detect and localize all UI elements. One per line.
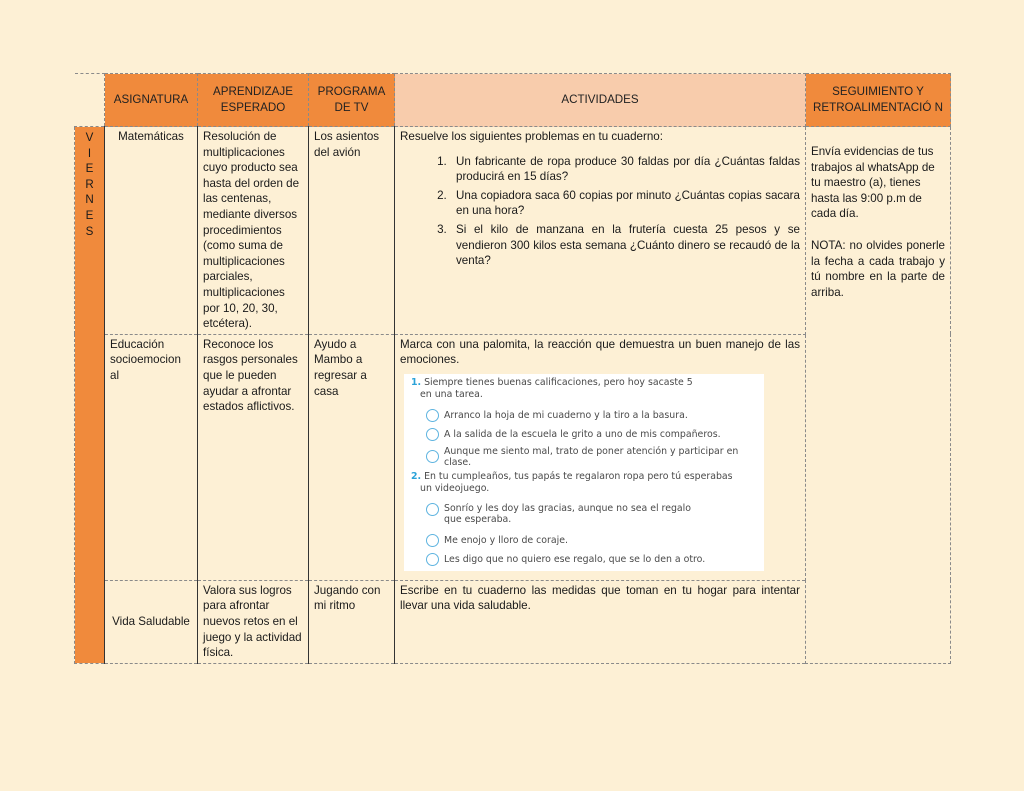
learning-objective-cell: Reconoce los rasgos personales que le pueden ayudar a afrontar estados aflictivos. (198, 334, 309, 580)
question-text: un videojuego. (420, 482, 490, 494)
worksheet-option[interactable] (426, 503, 691, 525)
activity-intro: Marca con una palomita, la reacción que demuestra un buen manejo de las emociones. (400, 337, 800, 367)
day-letter: E (85, 162, 94, 176)
day-letter: N (85, 193, 94, 207)
subject-cell: Matemáticas (105, 127, 198, 335)
header-actividades: ACTIVIDADES (395, 74, 806, 127)
worksheet-question-2 (411, 471, 733, 495)
learning-objective-cell: Valora sus logros para afrontar nuevos retos en el juego y la actividad física. (198, 580, 309, 663)
learning-objective-cell: Resolución de multiplicaciones cuyo producto sea hasta del orden de las centenas, mediante diversos procedimientos (como suma de multiplicaciones parciales, multiplicaciones por 10, 20, 30, etcétera). (198, 127, 309, 335)
option-text: A la salida de la escuela le grito a uno de mis compañeros. (444, 428, 721, 440)
tv-program-cell: Jugando con mi ritmo (309, 580, 395, 663)
list-item: 3. Si el kilo de manzana en la frutería cuesta 25 pesos y se vendieron 300 kilos esta semana ¿Cuánto dinero se recaudó de la venta? (450, 222, 800, 269)
option-text-line: Sonrío y les doy las gracias, aunque no sea el regalo (444, 502, 692, 514)
worksheet-image (404, 374, 764, 571)
worksheet-option[interactable] (426, 428, 721, 441)
question-number: 2. (411, 470, 422, 482)
question-text: en una tarea. (420, 388, 483, 400)
list-item: 2. Una copiadora saca 60 copias por minuto ¿Cuántas copias sacara en una hora? (450, 188, 800, 219)
feedback-text: Envía evidencias de tus trabajos al whatsApp de tu maestro (a), tienes hasta las 9:00 p.m de cada día. (811, 145, 935, 221)
option-text (444, 503, 691, 525)
radio-circle-icon[interactable] (426, 409, 439, 422)
option-text: Les digo que no quiero ese regalo, que se lo den a otro. (444, 553, 706, 565)
header-seguimiento: SEGUIMIENTO Y RETROALIMENTACIÓ N (806, 74, 951, 127)
subject-cell: Educación socioemocion al (105, 334, 198, 580)
lesson-plan-table (74, 73, 951, 664)
radio-circle-icon[interactable] (426, 553, 439, 566)
radio-circle-icon[interactable] (426, 503, 439, 516)
activity-cell (395, 334, 806, 580)
feedback-cell (806, 127, 951, 664)
day-letter: R (85, 177, 94, 191)
day-label-viernes (75, 127, 105, 664)
activity-cell: Escribe en tu cuaderno las medidas que toman en tu hogar para intentar llevar una vida saludable. (395, 580, 806, 663)
tv-program-cell: Ayudo a Mambo a regresar a casa (309, 334, 395, 580)
option-text: Me enojo y lloro de coraje. (444, 534, 568, 546)
day-letter: V (85, 131, 94, 144)
radio-circle-icon[interactable] (426, 534, 439, 547)
note-text: NOTA: no olvides ponerle la fecha a cada trabajo y tú nombre en la parte de arriba. (811, 238, 945, 299)
header-row (75, 74, 951, 127)
problem-list (400, 154, 800, 269)
list-item: 1. Un fabricante de ropa produce 30 faldas por día ¿Cuántas faldas producirá en 15 días? (450, 154, 800, 185)
day-letter: I (87, 146, 92, 160)
worksheet-option[interactable] (426, 534, 568, 547)
worksheet-option[interactable] (426, 409, 688, 422)
worksheet-question-1 (411, 377, 693, 401)
option-text: Aunque me siento mal, trato de poner atención y participar en clase. (444, 445, 739, 468)
option-text-line: que esperaba. (444, 513, 512, 525)
option-text: Arranco la hoja de mi cuaderno y la tiro a la basura. (444, 409, 688, 421)
header-aprendizaje: APRENDIZAJE ESPERADO (198, 74, 309, 127)
question-number: 1. (411, 376, 422, 388)
table-row (75, 127, 951, 335)
question-text: En tu cumpleaños, tus papás te regalaron ropa pero tú esperabas (424, 470, 733, 482)
worksheet-option[interactable] (426, 446, 764, 468)
day-letter: E (85, 208, 94, 222)
header-programa: PROGRAMA DE TV (309, 74, 395, 127)
activity-intro: Resuelve los siguientes problemas en tu cuaderno: (400, 130, 663, 143)
header-corner (75, 74, 105, 127)
radio-circle-icon[interactable] (426, 450, 439, 463)
header-asignatura: ASIGNATURA (105, 74, 198, 127)
radio-circle-icon[interactable] (426, 428, 439, 441)
tv-program-cell: Los asientos del avión (309, 127, 395, 335)
activity-cell (395, 127, 806, 335)
question-text: Siempre tienes buenas calificaciones, pero hoy sacaste 5 (424, 376, 693, 388)
day-letter: S (85, 224, 94, 238)
worksheet-option[interactable] (426, 553, 705, 566)
subject-cell: Vida Saludable (105, 580, 198, 663)
